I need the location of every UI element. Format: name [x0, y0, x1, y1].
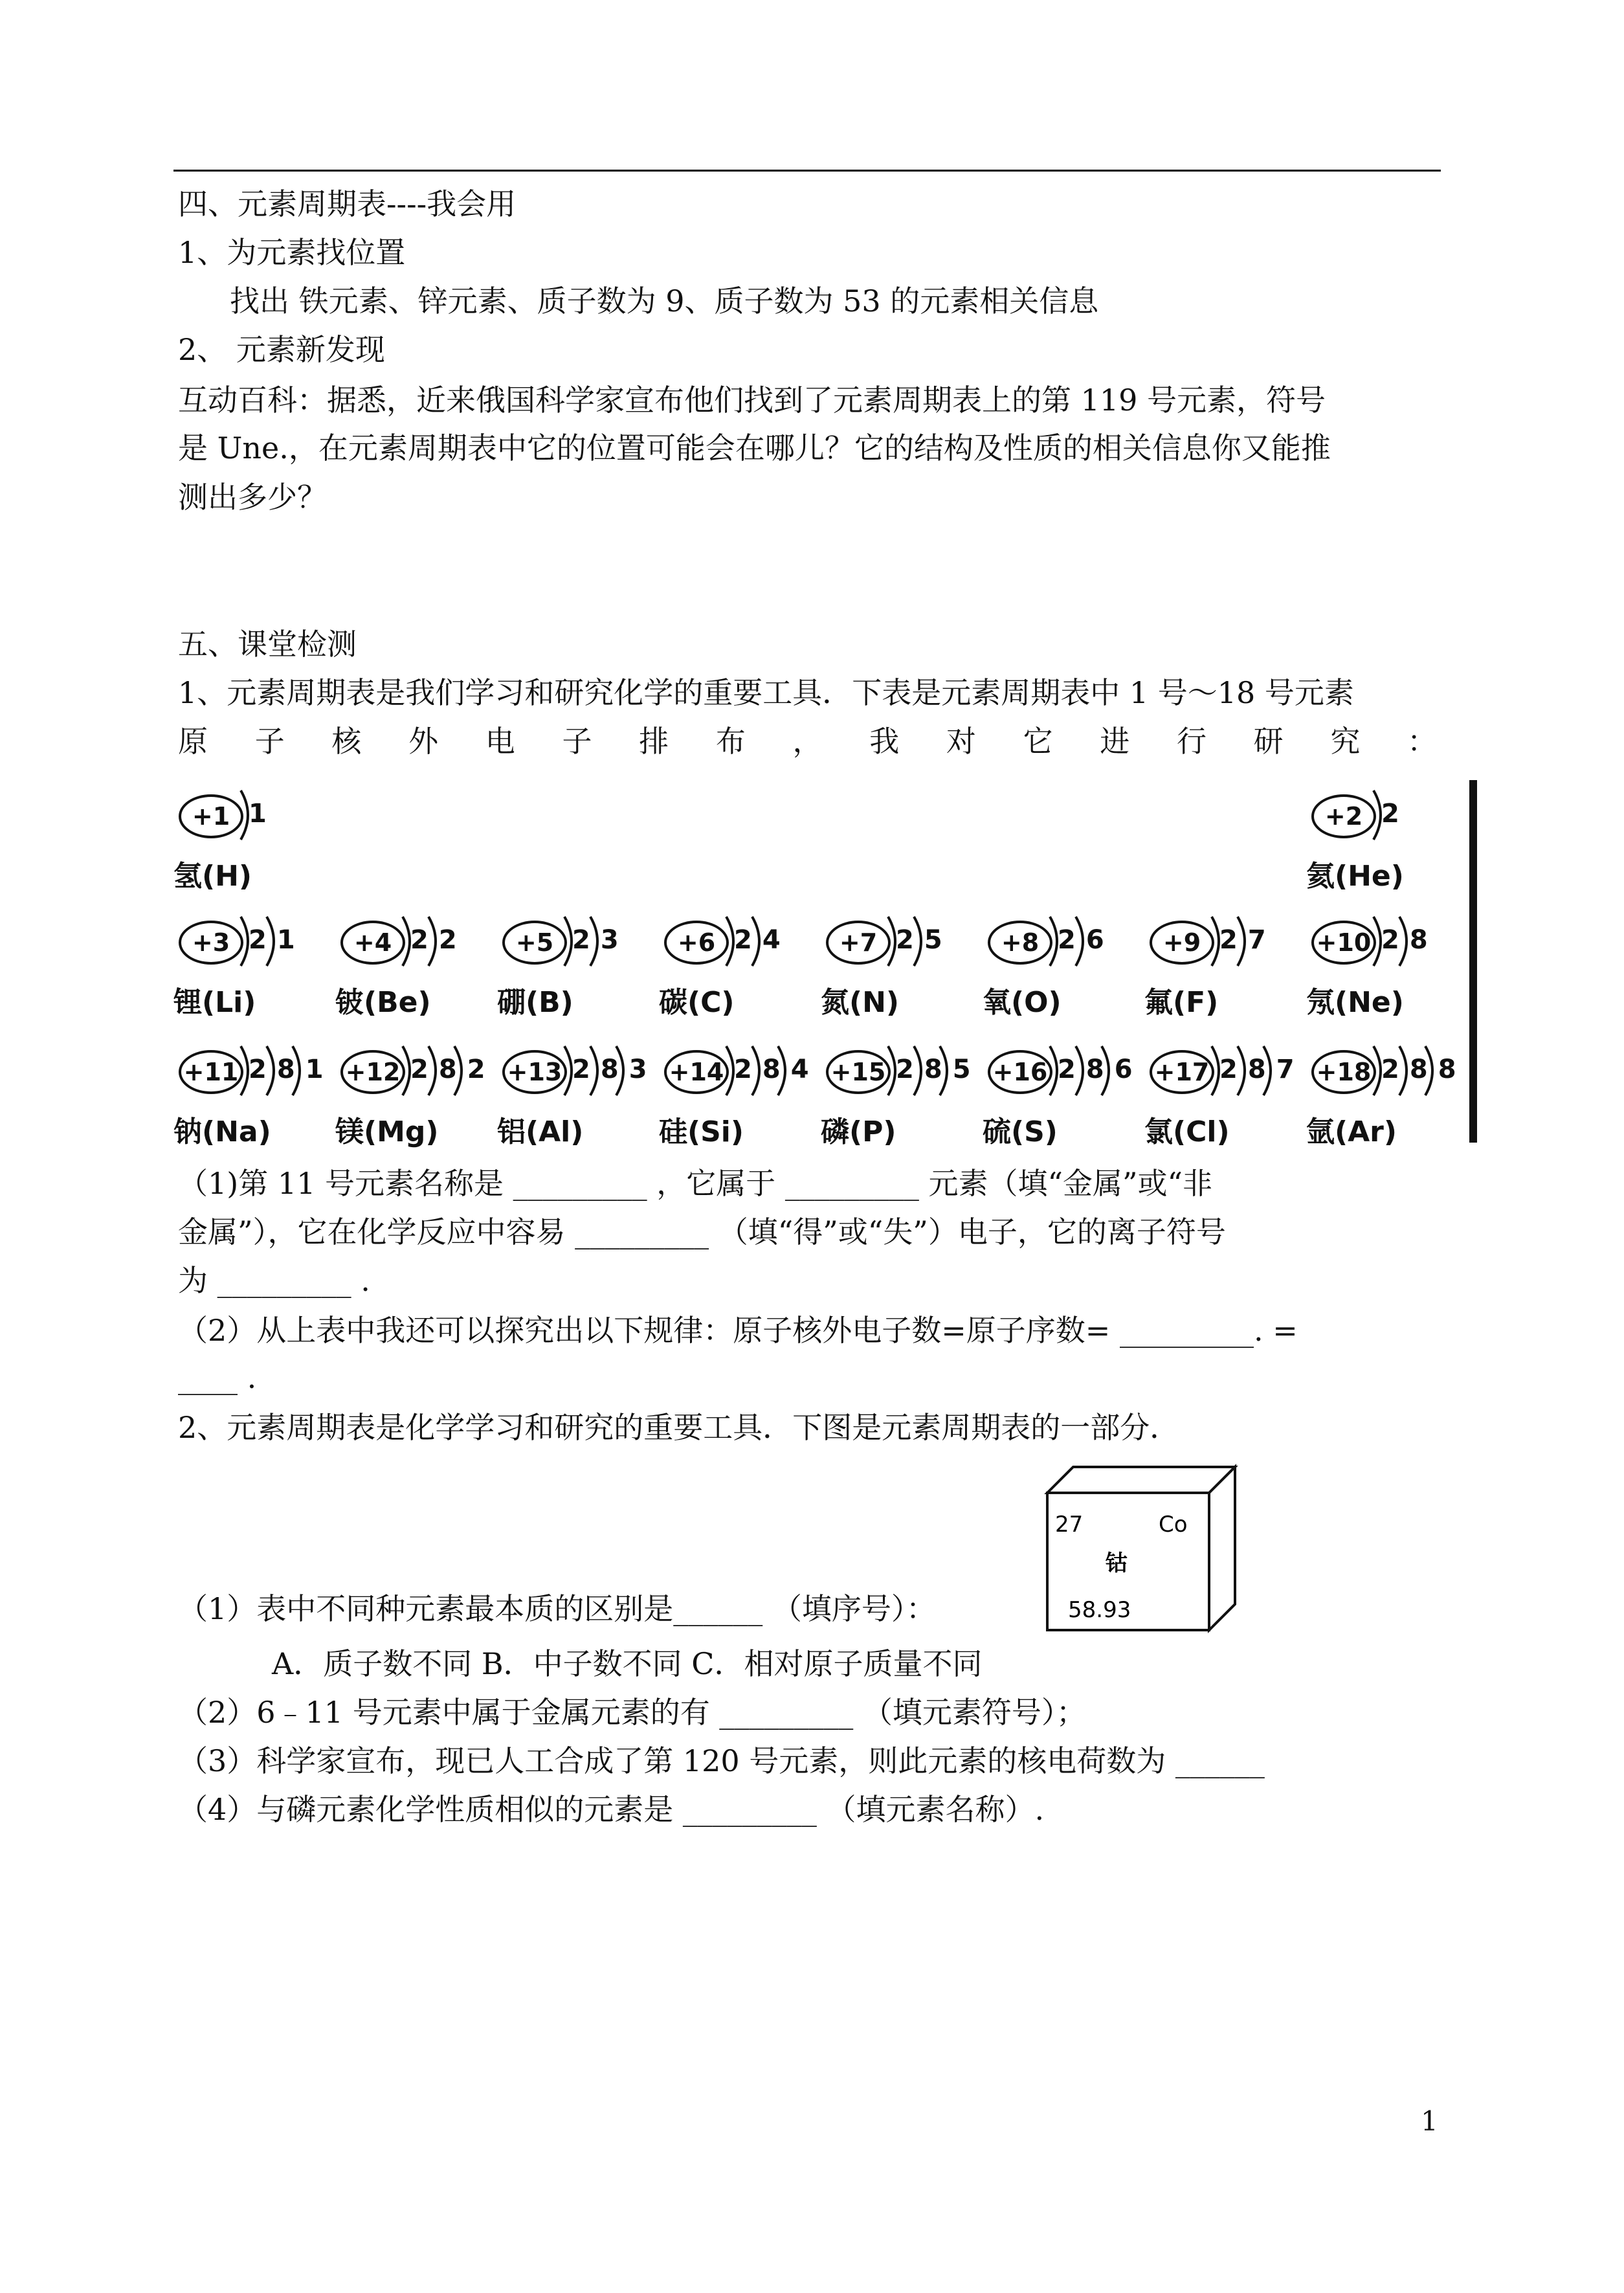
atom-diagram — [1144, 1036, 1300, 1159]
nucleus: +3 — [179, 921, 243, 965]
cube-atomic-number: 27 — [1055, 1512, 1084, 1538]
atom-diagram — [173, 1036, 329, 1159]
figure-edge-bar — [1469, 780, 1477, 1143]
element-name: 镁(Mg) — [335, 1115, 439, 1148]
shell-electron-count: 8 — [762, 1055, 781, 1084]
nucleus: +11 — [179, 1050, 243, 1094]
s4-question-2-line3: 测出多少？ — [178, 480, 327, 515]
shell-electron-count: 2 — [1058, 1055, 1076, 1084]
atom-diagram — [821, 1036, 976, 1159]
shell-electron-count: 2 — [1381, 925, 1399, 955]
shell-electron-count: 2 — [1381, 1055, 1399, 1084]
electron-counts — [880, 1037, 993, 1102]
atom-diagram — [335, 906, 491, 1029]
electron-counts — [1042, 908, 1155, 972]
spread-char: 进 — [1100, 724, 1130, 759]
electron-counts — [233, 781, 346, 846]
shell-electron-count: 2 — [734, 1055, 752, 1084]
shell-electron-count: 8 — [600, 1055, 619, 1084]
electron-counts — [1204, 1037, 1317, 1102]
shell-electron-count: 8 — [1438, 1055, 1456, 1084]
electron-counts — [557, 1037, 669, 1102]
shell-electron-count: 8 — [1247, 1055, 1266, 1084]
nucleus: +13 — [502, 1050, 567, 1094]
header-rule — [173, 170, 1441, 172]
nucleus: +5 — [502, 921, 567, 965]
nucleus: +12 — [340, 1050, 405, 1094]
s5-question-2: 2、元素周期表是化学学习和研究的重要工具．下图是元素周期表的一部分． — [178, 1410, 1180, 1445]
shell-electron-count: 8 — [924, 1055, 942, 1084]
page-number: 1 — [1421, 2105, 1438, 2137]
spread-char: 它 — [1023, 724, 1053, 759]
nucleus: +8 — [988, 921, 1052, 965]
shell-electron-count: 6 — [1085, 925, 1104, 955]
shell-electron-count: 8 — [438, 1055, 457, 1084]
nucleus: +17 — [1150, 1050, 1214, 1094]
shell-electron-count: 1 — [276, 925, 295, 955]
shell-electron-count: 3 — [600, 925, 619, 955]
atom-diagram — [335, 1036, 491, 1159]
s5-q2-part4: （4）与磷元素化学性质相似的元素是 _________ （填元素名称）. — [178, 1792, 1045, 1827]
s5-q1-part1-line2: 金属”），它在化学反应中容易 _________ （填“得”或“失”）电子，它的离子符号 — [178, 1214, 1226, 1249]
section-4-title: 四、元素周期表----我会用 — [178, 186, 517, 221]
atom-diagram — [659, 1036, 814, 1159]
spread-char: 原 — [178, 724, 208, 759]
shell-electron-count: 2 — [1219, 1055, 1238, 1084]
nucleus: +1 — [179, 794, 243, 838]
s5-question-1-line2 — [178, 722, 1437, 761]
spread-char: 排 — [639, 724, 669, 759]
s5-q1-part1-line1: （1)第 11 号元素名称是 _________ ，它属于 _________ 元素（填“金属”或“非 — [178, 1166, 1213, 1201]
nucleus: +16 — [988, 1050, 1052, 1094]
spread-char: 行 — [1176, 724, 1207, 759]
element-name: 氟(F) — [1144, 986, 1219, 1019]
shell-electron-count: 2 — [572, 1055, 590, 1084]
s4-question-2-line2: 是 Une.，在元素周期表中它的位置可能会在哪儿？它的结构及性质的相关信息你又能推 — [178, 431, 1331, 465]
cobalt-element-cube — [1042, 1462, 1243, 1637]
cube-element-name: 钴 — [1106, 1550, 1128, 1576]
element-name: 铝(Al) — [497, 1115, 584, 1148]
nucleus: +10 — [1311, 921, 1376, 965]
element-name: 氖(Ne) — [1306, 986, 1404, 1019]
s4-question-2: 2、 元素新发现 — [178, 332, 385, 367]
spread-char: 子 — [254, 724, 285, 759]
spread-char: 布 — [715, 724, 746, 759]
shell-electron-count: 2 — [1219, 925, 1238, 955]
element-name: 磷(P) — [821, 1115, 896, 1148]
element-name: 锂(Li) — [173, 986, 256, 1019]
atom-diagram — [1306, 1036, 1462, 1159]
electron-counts — [1366, 1037, 1478, 1102]
shell-electron-count: 2 — [410, 1055, 428, 1084]
element-name: 氢(H) — [173, 860, 252, 893]
atom-diagram — [983, 906, 1138, 1029]
spread-char: 我 — [869, 724, 900, 759]
atom-diagram — [173, 906, 329, 1029]
atom-diagram — [1306, 906, 1462, 1029]
spread-char: 研 — [1253, 724, 1284, 759]
shell-electron-count: 2 — [896, 1055, 914, 1084]
s5-q2-options: A．质子数不同 B．中子数不同 C．相对原子质量不同 — [272, 1646, 983, 1681]
shell-electron-count: 5 — [924, 925, 942, 955]
s4-question-1: 1、为元素找位置 — [178, 235, 406, 270]
atom-diagram — [659, 906, 814, 1029]
atom-diagram — [173, 780, 329, 903]
spread-char: 电 — [485, 724, 515, 759]
s5-q2-part2: （2）6﹣11 号元素中属于金属元素的有 _________ （填元素符号）； — [178, 1695, 1086, 1730]
element-name: 氩(Ar) — [1306, 1115, 1397, 1148]
electron-counts — [395, 908, 507, 972]
spread-char: 对 — [946, 724, 976, 759]
atom-diagram — [1144, 906, 1300, 1029]
s5-q1-part2-line1: （2）从上表中我还可以探究出以下规律：原子核外电子数=原子序数= _________. = — [178, 1313, 1298, 1348]
s4-question-2-line1: 互动百科：据悉，近来俄国科学家宣布他们找到了元素周期表上的第 119 号元素，符号 — [178, 383, 1326, 418]
spread-char: 子 — [562, 724, 592, 759]
spread-char: ， — [792, 724, 823, 759]
cube-atomic-mass: 58.93 — [1068, 1597, 1131, 1623]
s5-question-1-line1: 1、元素周期表是我们学习和研究化学的重要工具．下表是元素周期表中 1 号～18 号元素 — [178, 675, 1354, 710]
electron-counts — [1366, 908, 1478, 972]
element-name: 氧(O) — [983, 986, 1062, 1019]
nucleus: +7 — [826, 921, 891, 965]
shell-electron-count: 2 — [438, 925, 457, 955]
electron-counts — [1366, 781, 1478, 846]
s5-q1-part1-line3: 为 _________ . — [178, 1263, 370, 1298]
atom-diagram — [983, 1036, 1138, 1159]
shell-electron-count: 2 — [249, 925, 267, 955]
shell-electron-count: 8 — [276, 1055, 295, 1084]
electron-counts — [1204, 908, 1317, 972]
shell-electron-count: 7 — [1276, 1055, 1295, 1084]
nucleus: +2 — [1311, 794, 1376, 838]
shell-electron-count: 5 — [952, 1055, 971, 1084]
shell-electron-count: 7 — [1247, 925, 1266, 955]
element-name: 硼(B) — [497, 986, 573, 1019]
spread-char: 究 — [1330, 724, 1361, 759]
spread-char: 外 — [408, 724, 439, 759]
nucleus: +15 — [826, 1050, 891, 1094]
shell-electron-count: 2 — [734, 925, 752, 955]
shell-electron-count: 1 — [249, 799, 267, 829]
s5-q1-part2-line2: ____ . — [178, 1360, 257, 1395]
electron-counts — [718, 908, 831, 972]
shell-electron-count: 2 — [467, 1055, 485, 1084]
electron-counts — [718, 1037, 831, 1102]
shell-electron-count: 8 — [1085, 1055, 1104, 1084]
shell-electron-count: 2 — [572, 925, 590, 955]
element-name: 铍(Be) — [335, 986, 431, 1019]
shell-electron-count: 1 — [305, 1055, 324, 1084]
nucleus: +6 — [664, 921, 729, 965]
shell-electron-count: 2 — [410, 925, 428, 955]
nucleus: +18 — [1311, 1050, 1376, 1094]
shell-electron-count: 2 — [249, 1055, 267, 1084]
electron-counts — [880, 908, 993, 972]
cube-symbol: Co — [1159, 1512, 1188, 1538]
atom-diagram — [1306, 780, 1462, 903]
element-name: 碳(C) — [659, 986, 735, 1019]
section-5-title: 五、课堂检测 — [178, 627, 357, 662]
element-name: 氮(N) — [821, 986, 900, 1019]
shell-electron-count: 3 — [628, 1055, 647, 1084]
shell-electron-count: 8 — [1409, 925, 1428, 955]
spread-char: ： — [1407, 724, 1437, 759]
nucleus: +4 — [340, 921, 405, 965]
s5-q2-part3: （3）科学家宣布，现已人工合成了第 120 号元素，则此元素的核电荷数为 ______ — [178, 1743, 1265, 1778]
shell-electron-count: 4 — [762, 925, 781, 955]
shell-electron-count: 8 — [1409, 1055, 1428, 1084]
electron-counts — [395, 1037, 507, 1102]
element-name: 氦(He) — [1306, 860, 1404, 893]
shell-electron-count: 2 — [1058, 925, 1076, 955]
shell-electron-count: 4 — [790, 1055, 809, 1084]
electron-counts — [233, 1037, 346, 1102]
element-name: 硅(Si) — [659, 1115, 744, 1148]
shell-electron-count: 2 — [1381, 799, 1399, 829]
electron-counts — [1042, 1037, 1155, 1102]
nucleus: +9 — [1150, 921, 1214, 965]
spread-char: 核 — [331, 724, 362, 759]
atomic-structure-figure — [173, 780, 1481, 1156]
element-name: 钠(Na) — [173, 1115, 271, 1148]
shell-electron-count: 6 — [1114, 1055, 1133, 1084]
electron-counts — [557, 908, 669, 972]
element-name: 硫(S) — [983, 1115, 1058, 1148]
nucleus: +14 — [664, 1050, 729, 1094]
element-name: 氯(Cl) — [1144, 1115, 1230, 1148]
s5-q2-part1: （1）表中不同种元素最本质的区别是______ （填序号）： — [178, 1591, 936, 1626]
s4-question-1-body: 找出 铁元素、锌元素、质子数为 9、质子数为 53 的元素相关信息 — [230, 284, 1099, 319]
atom-diagram — [497, 1036, 652, 1159]
shell-electron-count: 2 — [896, 925, 914, 955]
atom-diagram — [497, 906, 652, 1029]
atom-diagram — [821, 906, 976, 1029]
electron-counts — [233, 908, 346, 972]
